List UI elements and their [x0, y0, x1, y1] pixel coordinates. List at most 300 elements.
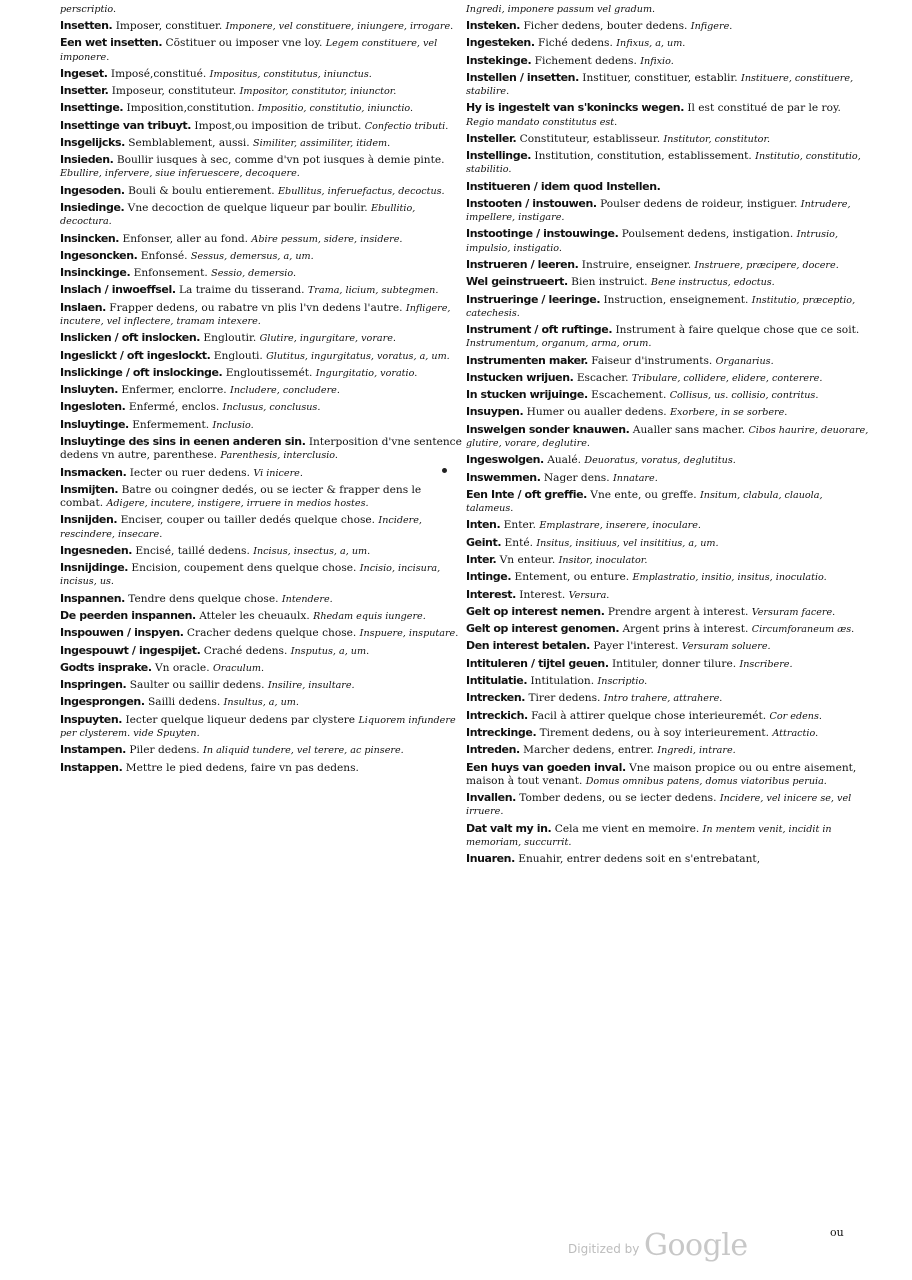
dictionary-entry	[60, 201, 464, 228]
entry-headword: Instrueren / leeren.	[466, 257, 579, 271]
dictionary-entry	[466, 518, 870, 532]
left-column	[60, 4, 464, 778]
entry-french: Vn enteur.	[496, 553, 559, 566]
entry-latin: Inspuere, insputare.	[359, 628, 459, 640]
entry-headword: Insluyten.	[60, 383, 118, 397]
entry-latin: Impositio, constitutio, iniunctio.	[257, 103, 414, 115]
entry-latin: Ebullire, infervere, siue inferuescere, decoquere.	[60, 168, 300, 180]
dictionary-entry	[60, 36, 464, 63]
dictionary-entry	[60, 761, 464, 775]
entry-french: Humer ou aualler dedens.	[523, 406, 670, 419]
left-entries	[60, 19, 464, 775]
entry-headword: Instrueringe / leeringe.	[466, 292, 601, 306]
entry-latin: Imponere, vel constituere, iniungere, irrogare.	[225, 21, 454, 32]
entry-french: Tirement dedens, ou à soy interieurement.	[536, 726, 773, 739]
dictionary-entry	[60, 301, 464, 328]
entry-headword: In stucken wrijuinge.	[466, 388, 588, 402]
entry-latin: Ingredi, intrare.	[657, 745, 736, 757]
entry-latin: Infixus, a, um.	[616, 38, 686, 50]
dictionary-entry	[466, 132, 870, 146]
entry-headword: Intreckich.	[466, 708, 528, 722]
entry-french: Poulser dedens de roideur, instiguer.	[596, 197, 801, 210]
entry-french: Enfermement.	[128, 418, 213, 431]
entry-french: Mettre le pied dedens, faire vn pas dedens.	[122, 761, 359, 774]
catch-word: ou	[830, 1226, 844, 1239]
entry-french: Encision, coupement dens quelque chose.	[128, 562, 360, 575]
entry-headword: Instrumenten maker.	[466, 353, 588, 367]
entry-headword: Insnijden.	[60, 513, 118, 527]
entry-french: Escachement.	[587, 389, 670, 402]
dictionary-entry	[60, 153, 464, 180]
entry-french: Vne decoction de quelque liqueur par boulir.	[124, 202, 372, 215]
dictionary-entry	[60, 67, 464, 81]
entry-latin: Impositus, constitutus, iniunctus.	[209, 68, 372, 80]
dictionary-entry	[60, 119, 464, 133]
entry-latin: In mentem venit, incidit in memoriam, succurrit.	[466, 823, 832, 848]
dictionary-entry	[466, 354, 870, 368]
dictionary-entry	[60, 331, 464, 345]
entry-latin: Glutitus, ingurgitatus, voratus, a, um.	[266, 350, 450, 362]
dictionary-entry	[60, 184, 464, 198]
dictionary-entry	[60, 283, 464, 297]
entry-latin: Institutor, constitutor.	[663, 133, 771, 145]
dictionary-entry	[60, 383, 464, 397]
entry-headword: Inswemmen.	[466, 470, 541, 484]
entry-french: Bouli & boulu entierement.	[124, 184, 279, 197]
dictionary-entry	[60, 232, 464, 246]
dictionary-entry	[60, 349, 464, 363]
entry-french: Faiseur d'instruments.	[587, 354, 716, 367]
entry-latin: Similiter, assimiliter, itidem.	[253, 137, 391, 149]
entry-french: Engloutir.	[200, 332, 260, 345]
entry-headword: Intreden.	[466, 743, 520, 757]
entry-headword: Een wet insetten.	[60, 36, 163, 50]
entry-latin: Ebullitio, decoctura.	[60, 203, 416, 228]
dictionary-entry	[466, 691, 870, 705]
entry-latin: Incidere, rescindere, insecare.	[60, 515, 422, 540]
entry-latin: Incidere, vel inicere se, vel irruere.	[466, 793, 852, 818]
entry-french: Frapper dedens, ou rabatre vn plis l'vn dedens l'autre.	[105, 301, 406, 314]
entry-latin: Abire pessum, sidere, insidere.	[251, 233, 403, 245]
entry-french: Enfermé, enclos.	[125, 401, 223, 414]
right-entries	[466, 19, 870, 866]
entry-french: Interest.	[515, 588, 569, 601]
entry-headword: Insnijdinge.	[60, 561, 129, 575]
dictionary-entry	[60, 513, 464, 540]
entry-french: Cõstituer ou imposer vne loy.	[162, 37, 326, 50]
entry-french: Engloutissemét.	[222, 366, 316, 379]
entry-headword: Een huys van goeden inval.	[466, 760, 626, 774]
dictionary-entry	[466, 657, 870, 671]
entry-latin: Insitum, clabula, clauola, talameus.	[466, 489, 823, 515]
entry-headword: Inuaren.	[466, 852, 515, 866]
entry-latin: Legem constituere, vel imponere.	[60, 38, 438, 63]
entry-french: Enuahir, entrer dedens soit en s'entrebatant,	[514, 853, 761, 866]
entry-latin: Regio mandato constitutus est.	[466, 116, 618, 128]
entry-headword: Godts insprake.	[60, 660, 152, 674]
dictionary-entry	[466, 791, 870, 818]
entry-french: Fichement dedens.	[531, 54, 641, 67]
entry-latin: Vi inicere.	[253, 467, 303, 479]
dictionary-entry	[60, 661, 464, 675]
entry-headword: Insettinge.	[60, 101, 124, 115]
entry-headword: Instootinge / instouwinge.	[466, 227, 619, 241]
entry-headword: Intreckinge.	[466, 725, 537, 739]
dictionary-entry	[466, 622, 870, 636]
entry-latin: Attractio.	[772, 727, 819, 739]
dictionary-entry	[466, 709, 870, 723]
entry-latin: Glutire, ingurgitare, vorare.	[259, 333, 396, 345]
entry-latin: Intro trahere, attrahere.	[603, 693, 723, 705]
entry-latin: Tribulare, collidere, elidere, conterere.	[631, 372, 823, 384]
right-top-fragment: Ingredi, imponere passum vel gradum.	[466, 4, 656, 15]
entry-latin: Ebullitus, inferuefactus, decoctus.	[278, 185, 445, 197]
entry-latin: Intrudere, impellere, instigare.	[466, 198, 851, 224]
entry-latin: Versuram facere.	[751, 606, 836, 618]
entry-french: Aualler sans macher.	[629, 423, 749, 436]
entry-headword: Hy is ingestelt van s'konincks wegen.	[466, 101, 684, 115]
entry-french: Englouti.	[210, 349, 267, 362]
dictionary-entry	[466, 180, 870, 194]
entry-french: Imposeur, constituteur.	[108, 85, 240, 98]
entry-headword: Ingespouwt / ingespijet.	[60, 643, 201, 657]
entry-latin: Instrumentum, organum, arma, orum.	[466, 338, 652, 350]
dictionary-entry	[60, 483, 464, 510]
entry-latin: Emplastrare, inserere, inoculare.	[539, 520, 701, 532]
entry-french: Instrument à faire quelque chose que ce soit.	[612, 324, 860, 337]
digitized-footer	[568, 1228, 898, 1274]
entry-headword: Insteken.	[466, 19, 521, 32]
google-logo: Google	[644, 1228, 748, 1263]
entry-french: Tendre dens quelque chose.	[124, 592, 282, 605]
entry-latin: Insputus, a, um.	[290, 645, 370, 657]
entry-headword: Instellinge.	[466, 149, 532, 163]
entry-headword: Gelt op interest genomen.	[466, 622, 620, 636]
dictionary-entry	[466, 852, 870, 866]
dictionary-entry	[60, 19, 464, 33]
entry-headword: Intituleren / tijtel geuen.	[466, 656, 609, 670]
entry-french: Intitulation.	[527, 675, 598, 688]
entry-french: Interposition d'vne sentence dedens vn autre, parenthese.	[60, 436, 462, 462]
entry-headword: Wel geinstrueert.	[466, 275, 568, 289]
dictionary-entry	[466, 423, 870, 450]
entry-headword: Instampen.	[60, 743, 126, 757]
dictionary-entry	[466, 761, 870, 788]
dictionary-entry	[466, 227, 870, 254]
dictionary-entry	[60, 626, 464, 640]
entry-french: Instruire, enseigner.	[578, 258, 695, 271]
entry-french: Imposé,constitué.	[107, 67, 210, 80]
entry-french: Imposer, constituer.	[112, 20, 226, 32]
entry-french: Escacher.	[573, 371, 632, 384]
entry-headword: Institueren / idem quod Instellen.	[466, 179, 661, 193]
entry-headword: Invallen.	[466, 791, 516, 805]
entry-latin: Institutio, constitutio, stabilitio.	[466, 151, 861, 176]
ink-dot	[442, 468, 447, 473]
entry-latin: Cor edens.	[769, 710, 822, 722]
entry-headword: Inten.	[466, 518, 501, 532]
entry-french: Cela me vient en memoire.	[551, 822, 703, 835]
entry-headword: Inslickinge / oft inslockinge.	[60, 365, 223, 379]
dictionary-entry	[466, 588, 870, 602]
entry-headword: Insteller.	[466, 131, 517, 145]
dictionary-entry	[466, 405, 870, 419]
entry-headword: Inspouwen / inspyen.	[60, 626, 184, 640]
entry-headword: Insetter.	[60, 84, 109, 98]
dictionary-entry	[466, 197, 870, 224]
right-column	[466, 4, 870, 869]
dictionary-entry	[60, 544, 464, 558]
entry-french: Vne ente, ou greffe.	[586, 488, 700, 501]
dictionary-entry	[60, 266, 464, 280]
dictionary-entry	[466, 275, 870, 289]
entry-french: Poulsement dedens, instigation.	[618, 228, 797, 241]
entry-latin: Intrusio, impulsio, instigatio.	[466, 229, 838, 254]
entry-headword: Insluytinge.	[60, 417, 129, 431]
entry-latin: Sessus, demersus, a, um.	[190, 250, 314, 262]
entry-french: Marcher dedens, entrer.	[519, 744, 658, 757]
entry-latin: Liquorem infundere per clysterem. vide Spuyten.	[60, 714, 456, 739]
entry-headword: Ingesneden.	[60, 543, 133, 557]
entry-latin: Intendere.	[281, 593, 333, 605]
entry-latin: Inscribere.	[739, 658, 793, 670]
entry-latin: Collisus, us. collisio, contritus.	[669, 390, 819, 402]
entry-latin: Oraculum.	[212, 662, 265, 674]
entry-headword: Insieden.	[60, 153, 114, 167]
entry-latin: Deuoratus, voratus, deglutitus.	[584, 455, 736, 467]
entry-latin: Includere, concludere.	[230, 385, 340, 397]
entry-french: Atteler les cheuaulx.	[195, 609, 314, 622]
digitized-by-label: Digitized by	[568, 1242, 640, 1256]
entry-french: Enfermer, enclorre.	[117, 384, 231, 397]
entry-latin: Versuram soluere.	[681, 641, 771, 653]
entry-french: Bien instruict.	[567, 276, 651, 289]
dictionary-entry	[466, 726, 870, 740]
entry-headword: Insiedinge.	[60, 201, 125, 215]
entry-french: Impost,ou imposition de tribut.	[191, 119, 365, 132]
dictionary-entry	[466, 101, 870, 128]
dictionary-entry	[60, 695, 464, 709]
entry-french: Intituler, donner tilure.	[608, 657, 740, 670]
entry-headword: Insuypen.	[466, 405, 524, 419]
dictionary-entry	[466, 822, 870, 849]
entry-french: Iecter quelque liqueur dedens par clystere	[122, 713, 359, 726]
entry-french: Cracher dedens quelque chose.	[183, 627, 360, 640]
dictionary-entry	[466, 674, 870, 688]
entry-headword: Inspringen.	[60, 678, 127, 692]
entry-headword: Ingeswolgen.	[466, 453, 544, 467]
entry-french: Il est constitué de par le roy.	[683, 102, 841, 115]
entry-headword: Dat valt my in.	[466, 821, 552, 835]
entry-french: Payer l'interest.	[589, 640, 682, 653]
entry-french: Facil à attirer quelque chose interieuremét.	[527, 709, 770, 722]
entry-french: Sailli dedens.	[144, 696, 224, 709]
dictionary-entry	[466, 453, 870, 467]
entry-french: Tirer dedens.	[525, 692, 604, 705]
entry-latin: Insitus, insitiuus, vel insititius, a, um.	[536, 537, 719, 549]
entry-headword: Instappen.	[60, 760, 123, 774]
entry-french: Ficher dedens, bouter dedens.	[520, 20, 691, 32]
dictionary-entry	[466, 71, 870, 98]
entry-headword: Gelt op interest nemen.	[466, 604, 605, 618]
dictionary-entry	[60, 400, 464, 414]
entry-headword: Inter.	[466, 552, 497, 566]
entry-latin: Sessio, demersio.	[211, 268, 296, 280]
entry-headword: Instellen / insetten.	[466, 70, 579, 84]
entry-latin: Impositor, constitutor, iniunctor.	[239, 86, 397, 98]
entry-headword: Inslaen.	[60, 300, 106, 314]
entry-french: La traime du tisserand.	[175, 284, 308, 297]
entry-french: Enfonser, aller au fond.	[119, 232, 252, 245]
entry-latin: Versura.	[568, 589, 610, 601]
entry-latin: Parenthesis, interclusio.	[220, 450, 338, 462]
entry-french: Enciser, couper ou tailler dedés quelque chose.	[117, 514, 379, 527]
entry-latin: Trama, licium, subtegmen.	[307, 285, 439, 297]
entry-latin: Cibos haurire, deuorare, glutire, vorare, deglutire.	[466, 424, 869, 449]
dictionary-entry	[60, 418, 464, 432]
dictionary-entry	[60, 713, 464, 740]
dictionary-entry	[60, 249, 464, 263]
entry-french: Instituer, constituer, establir.	[578, 71, 742, 84]
entry-headword: Ingeslickt / oft ingeslockt.	[60, 348, 211, 362]
dictionary-entry	[60, 101, 464, 115]
entry-headword: Inswelgen sonder knauwen.	[466, 422, 630, 436]
dictionary-entry	[60, 609, 464, 623]
entry-french: Argent prins à interest.	[619, 623, 752, 636]
dictionary-entry	[466, 743, 870, 757]
dictionary-entry	[60, 366, 464, 380]
entry-headword: Ingesloten.	[60, 400, 126, 414]
dictionary-entry	[466, 570, 870, 584]
dictionary-entry	[60, 561, 464, 588]
entry-headword: Insettinge van tribuyt.	[60, 118, 192, 132]
entry-french: Fiché dedens.	[534, 37, 617, 50]
entry-headword: Insmacken.	[60, 465, 127, 479]
entry-headword: Instooten / instouwen.	[466, 196, 597, 210]
dictionary-entry	[466, 258, 870, 272]
entry-french: Craché dedens.	[200, 644, 291, 657]
dictionary-entry	[60, 84, 464, 98]
entry-french: Vne maison propice ou ou entre aisement, maison à tout venant.	[466, 761, 857, 787]
left-top-fragment: perscriptio.	[60, 4, 117, 15]
entry-latin: Adigere, incutere, instigere, irruere in medios hostes.	[106, 498, 369, 510]
entry-headword: Insincken.	[60, 231, 120, 245]
dictionary-entry	[60, 592, 464, 606]
dictionary-entry	[466, 536, 870, 550]
entry-french: Institution, constitution, establissement.	[531, 150, 756, 163]
entry-headword: Insmijten.	[60, 482, 119, 496]
entry-latin: Emplastratio, insitio, insitus, inoculatio.	[632, 572, 827, 584]
entry-headword: Ingesoncken.	[60, 248, 138, 262]
dictionary-entry	[60, 743, 464, 757]
dictionary-entry	[466, 149, 870, 176]
entry-french: Enfonsé.	[137, 249, 191, 262]
entry-latin: Incisio, incisura, incisus, us.	[60, 563, 441, 588]
entry-headword: Instekinge.	[466, 53, 532, 67]
entry-headword: Insgelijcks.	[60, 135, 125, 149]
entry-latin: In aliquid tundere, vel terere, ac pinsere.	[203, 745, 404, 757]
entry-french: Enté.	[501, 536, 537, 549]
entry-latin: Infligere, incutere, vel inflectere, tramam intexere.	[60, 302, 451, 327]
entry-headword: Een Inte / oft greffie.	[466, 487, 587, 501]
entry-latin: Insitor, inoculator.	[558, 554, 648, 566]
entry-headword: Intrecken.	[466, 691, 526, 705]
entry-french: Batre ou coingner dedés, ou se iecter & frapper dens le combat.	[60, 483, 422, 510]
dictionary-entry	[466, 36, 870, 50]
entry-latin: Institutio, præceptio, catechesis.	[466, 294, 856, 319]
entry-headword: Insetten.	[60, 19, 113, 32]
dictionary-entry	[60, 644, 464, 658]
entry-latin: Instruere, præcipere, docere.	[694, 259, 839, 271]
entry-headword: Ingeset.	[60, 66, 108, 80]
entry-french: Encisé, taillé dedens.	[132, 544, 254, 557]
dictionary-entry	[466, 19, 870, 33]
entry-french: Nager dens.	[540, 471, 613, 484]
entry-french: Imposition,constitution.	[123, 102, 258, 115]
entry-latin: Inclusus, conclusus.	[222, 402, 321, 414]
entry-latin: Inscriptio.	[597, 676, 648, 688]
entry-headword: Insinckinge.	[60, 266, 131, 280]
entry-headword: De peerden inspannen.	[60, 608, 196, 622]
entry-latin: Infigere.	[690, 21, 733, 32]
entry-headword: Inslach / inwoeffsel.	[60, 283, 176, 297]
entry-headword: Inspuyten.	[60, 712, 123, 726]
entry-french: Semblablement, aussi.	[124, 136, 254, 149]
entry-headword: Inslicken / oft inslocken.	[60, 331, 201, 345]
entry-headword: Intitulatie.	[466, 674, 528, 688]
dictionary-entry	[466, 323, 870, 350]
entry-french: Saulter ou saillir dedens.	[126, 679, 268, 692]
dictionary-entry	[466, 293, 870, 320]
entry-headword: Geint.	[466, 535, 502, 549]
entry-headword: Ingesprongen.	[60, 695, 145, 709]
entry-latin: Circumforaneum æs.	[751, 624, 855, 636]
entry-headword: Instucken wrijuen.	[466, 370, 574, 384]
dictionary-entry	[60, 678, 464, 692]
dictionary-entry	[466, 553, 870, 567]
entry-french: Instruction, enseignement.	[600, 293, 752, 306]
entry-headword: Instrument / oft ruftinge.	[466, 323, 613, 337]
entry-french: Tomber dedens, ou se iecter dedens.	[515, 792, 720, 805]
entry-french: Enfonsement.	[130, 267, 212, 280]
entry-french: Enter.	[500, 519, 540, 532]
dictionary-entry	[466, 54, 870, 68]
entry-headword: Interest.	[466, 587, 516, 601]
entry-headword: Ingesteken.	[466, 36, 535, 50]
entry-latin: Confectio tributi.	[364, 120, 449, 132]
entry-french: Entement, ou enture.	[511, 571, 633, 584]
entry-french: Vn oracle.	[151, 661, 213, 674]
entry-latin: Bene instructus, edoctus.	[650, 277, 775, 289]
entry-headword: Insluytinge des sins in eenen anderen sin.	[60, 435, 306, 449]
dictionary-entry	[466, 488, 870, 515]
dictionary-entry	[466, 471, 870, 485]
entry-latin: Exorbere, in se sorbere.	[670, 407, 788, 419]
entry-latin: Innatare.	[612, 472, 658, 484]
entry-headword: Den interest betalen.	[466, 639, 590, 653]
dictionary-entry	[60, 435, 464, 462]
dictionary-entry	[466, 371, 870, 385]
entry-latin: Insultus, a, um.	[223, 697, 299, 709]
entry-latin: Inclusio.	[212, 419, 254, 431]
entry-latin: Ingurgitatio, voratio.	[315, 367, 418, 379]
entry-latin: Infixio.	[640, 55, 674, 67]
entry-french: Prendre argent à interest.	[604, 605, 752, 618]
entry-latin: Domus omnibus patens, domus viatoribus peruia.	[585, 775, 827, 787]
entry-latin: Instituere, constituere, stabilire.	[466, 72, 854, 98]
entry-french: Aualé.	[543, 454, 585, 467]
entry-latin: Incisus, insectus, a, um.	[253, 545, 371, 557]
